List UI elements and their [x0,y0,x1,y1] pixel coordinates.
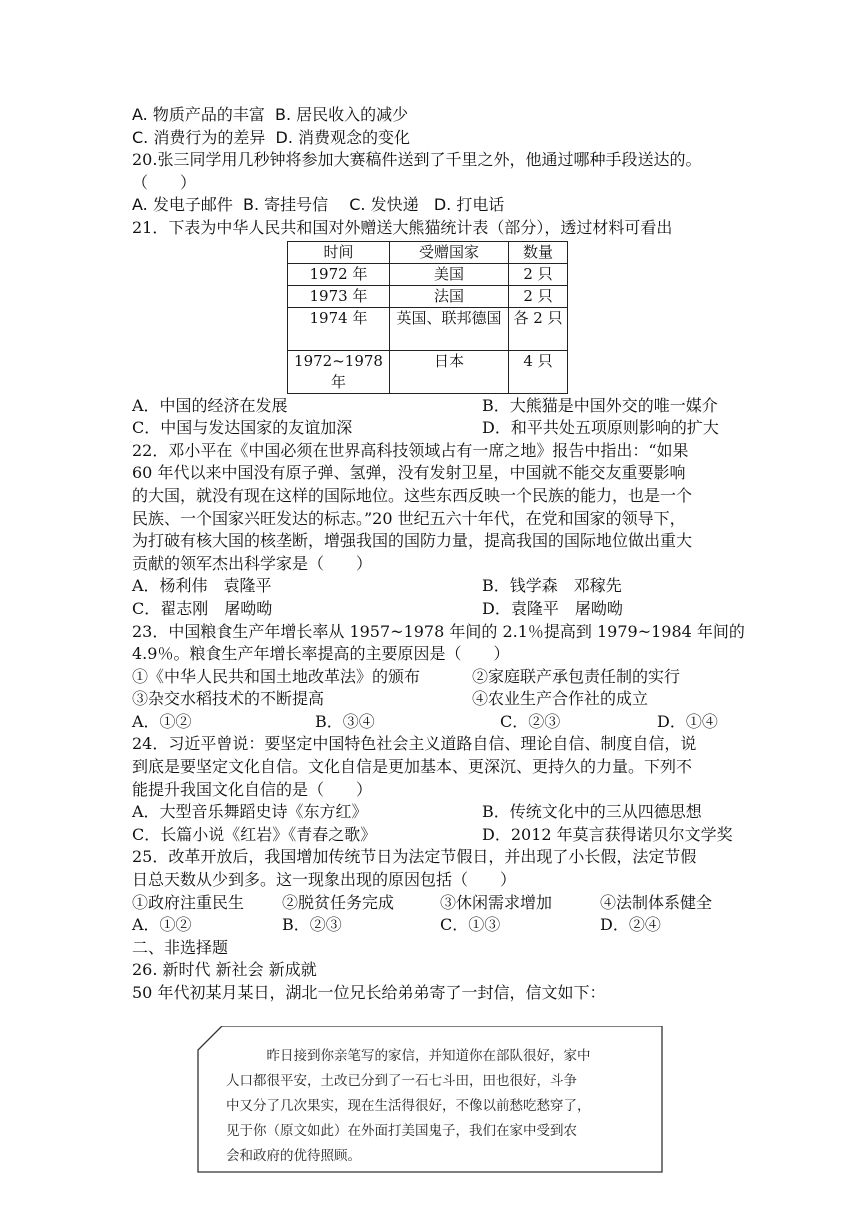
letter-line: 会和政府的优待照顾。 [226,1148,361,1164]
q25-option-b: B．②③ [282,915,342,935]
q25-line: 日总天数从少到多。这一现象出现的原因包括（ ） [132,870,517,890]
q25-line: 25．改革开放后，我国增加传统节日为法定节假日，并出现了小长假，法定节假 [132,847,697,867]
q20-options: A. 发电子邮件 B. 寄挂号信 C. 发快递 D. 打电话 [132,195,505,215]
table-cell: 2 只 [509,285,568,307]
q19-option-a: A. 物质产品的丰富 [132,105,265,124]
q23-option-a: A．①② [132,711,192,731]
q24-options-row-1 [132,801,732,824]
q24-option-a: A．大型音乐舞蹈史诗《东方红》 [132,802,368,822]
q24-option-b: B．传统文化中的三从四德思想 [482,802,702,822]
q24-line: 能提升我国文化自信的是（ ） [132,779,373,799]
q23-options [132,711,732,734]
letter-box [196,1026,666,1174]
q21-option-b: B．大熊猫是中国外交的唯一媒介 [482,395,718,415]
table-cell: 2 只 [509,263,568,285]
q23-item-4: ④农业生产合作社的成立 [472,689,649,709]
q25-item-4: ④法制体系健全 [600,892,713,912]
letter-line: 人口都很平安，土改已分到了一石七斗田，田也很好，斗争 [226,1073,577,1089]
table-header-country: 受赠国家 [390,241,509,263]
q22-line: 为打破有核大国的核垄断，增强我国的国防力量，提高我国的国际地位做出重大 [132,531,693,551]
q24-option-d: D．2012 年莫言获得诺贝尔文学奖 [482,824,733,844]
q25-option-c: C．①③ [440,915,501,935]
q25-options [132,914,732,937]
table-header-row [288,241,568,263]
table-row [288,263,568,285]
q21-option-a: A．中国的经济在发展 [132,395,288,415]
letter-line: 中又分了几次果实，现在生活得很好，不像以前愁吃愁穿了， [226,1098,591,1114]
letter-line: 见于你（原文如此）在外面打美国鬼子，我们在家中受到农 [226,1123,577,1139]
q26-title: 26. 新时代 新社会 新成就 [132,960,317,980]
q20-stem: 20.张三同学用几秒钟将参加大赛稿件送到了千里之外，他通过哪种手段送达的。 [132,150,702,170]
q21-option-d: D．和平共处五项原则影响的扩大 [482,418,719,438]
q25-item-3: ③休闲需求增加 [440,892,553,912]
q22-line: 的大国，就没有现在这样的国际地位。这些东西反映一个民族的能力，也是一个 [132,485,693,505]
q23-option-b: B．③④ [315,711,375,731]
q23-option-c: C．②③ [500,711,561,731]
q22-line: 60 年代以来中国没有原子弹、氢弹，没有发射卫星，中国就不能交友重要影响 [132,463,686,483]
letter-line: 昨日接到你亲笔写的家信，并知道你在部队很好，家中 [226,1048,591,1064]
q22-options-row-1 [132,575,732,598]
q24-options-row-2 [132,824,732,847]
section-title: 二、非选择题 [132,937,229,957]
table-row [288,307,568,350]
q21-options-row-2 [132,417,732,440]
q23-line: 4.9％。粮食生产年增长率提高的主要原因是（ ） [132,644,510,664]
q19-option-c: C. 消费行为的差异 [132,127,266,147]
table-row [288,350,568,393]
q25-option-d: D．②④ [600,915,661,935]
table-cell: 1974 年 [288,307,390,350]
q24-line: 到底是要坚定文化自信。文化自信是更加基本、更深沉、更持久的力量。下列不 [132,757,693,777]
q21-options-row-1 [132,395,732,418]
table-cell: 各 2 只 [509,307,568,350]
table-cell: 1972 年 [288,263,390,285]
q22-line: 贡献的领军杰出科学家是（ ） [132,553,373,573]
q26-intro: 50 年代初某月某日，湖北一位兄长给弟弟寄了一封信，信文如下： [132,983,606,1002]
q23-item-3: ③杂交水稻技术的不断提高 [132,689,325,709]
table-row [288,285,568,307]
q22-option-b: B．钱学森 邓稼先 [482,576,622,596]
q24-line: 24．习近平曾说：要坚定中国特色社会主义道路自信、理论自信、制度自信，说 [132,734,697,754]
q21-stem: 21．下表为中华人民共和国对外赠送大熊猫统计表（部分），透过材料可看出 [132,217,673,237]
q25-option-a: A．①② [132,915,192,935]
q25-item-1: ①政府注重民生 [132,892,245,912]
table-cell: 英国、联邦德国 [390,307,509,350]
q23-item-2: ②家庭联产承包责任制的实行 [472,666,681,686]
letter-text [226,1044,644,1169]
panda-gift-table [287,241,568,394]
table-cell: 1973 年 [288,285,390,307]
table-cell: 法国 [390,285,509,307]
table-cell: 4 只 [509,350,568,393]
q20-answer-paren: （ ） [132,172,197,192]
q19-options-row-1 [132,104,732,127]
q22-option-a: A．杨利伟 袁隆平 [132,576,272,596]
q23-item-1: ①《中华人民共和国土地改革法》的颁布 [132,666,421,686]
q22-option-d: D．袁隆平 屠呦呦 [482,598,623,618]
q23-option-d: D．①④ [657,711,718,731]
q19-options-row-2 [132,127,732,150]
q22-option-c: C．翟志刚 屠呦呦 [132,598,273,618]
q24-option-c: C．长篇小说《红岩》《青春之歌》 [132,824,377,844]
q22-options-row-2 [132,598,732,621]
table-cell: 美国 [390,263,509,285]
table-header-count: 数量 [509,241,568,263]
table-cell: 日本 [390,350,509,393]
q19-option-b: B. 居民收入的减少 [275,105,409,124]
q25-items [132,892,732,915]
q21-option-c: C．中国与发达国家的友谊加深 [132,418,353,438]
table-header-time: 时间 [288,241,390,263]
q25-item-2: ②脱贫任务完成 [282,892,395,912]
q23-line: 23．中国粮食生产年增长率从 1957~1978 年间的 2.1％提高到 1979~1984 年间的 [132,621,745,641]
exam-page [132,104,745,1005]
q23-items-row-2 [132,688,732,711]
q19-option-d: D. 消费观念的变化 [275,127,411,147]
table-cell: 1972~1978 年 [288,350,390,393]
q22-line: 民族、一个国家兴旺发达的标志。”20 世纪五六十年代，在党和国家的领导下， [132,508,686,528]
q23-items-row-1 [132,666,732,689]
q22-line: 22．邓小平在《中国必须在世界高科技领域占有一席之地》报告中指出：“如果 [132,440,689,460]
